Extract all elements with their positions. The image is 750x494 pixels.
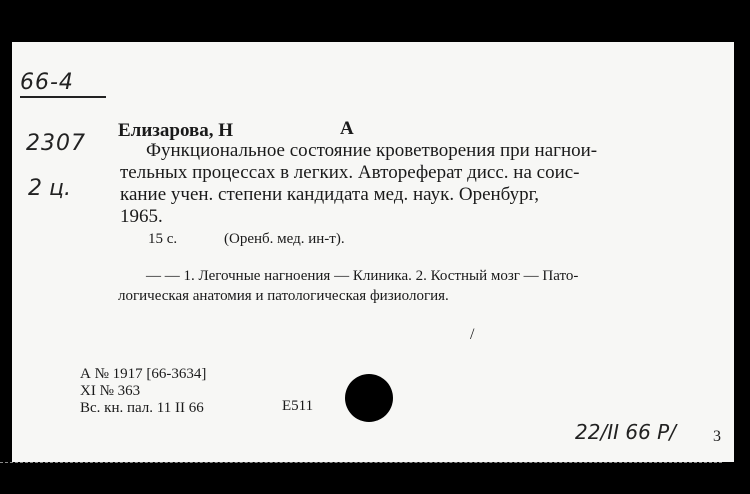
edge-mark: 3 <box>713 428 721 445</box>
stray-mark: / <box>470 326 475 343</box>
title-line-3: кание учен. степени кандидата мед. наук. Оренбург, <box>120 184 540 205</box>
subjects-line-2: логическая анатомия и патологическая физиология. <box>118 288 449 304</box>
author-initial: А <box>340 118 354 139</box>
card-punch-hole <box>345 374 393 422</box>
shelf-mark-top: 66-4 <box>20 70 74 95</box>
print-code: Е511 <box>282 398 314 414</box>
registry-line-2: XI № 363 <box>80 383 141 399</box>
registry-line-1: А № 1917 [66-3634] <box>80 366 207 382</box>
series-note: (Оренб. мед. ин-т). <box>224 231 345 247</box>
margin-note: 2 ц. <box>28 176 71 201</box>
title-line-4: 1965. <box>120 206 163 227</box>
subjects-line-1: — — 1. Легочные нагноения — Клиника. 2. Костный мозг — Пато- <box>146 268 579 284</box>
title-line-1: Функциональное состояние кроветворения при нагнои- <box>146 140 598 161</box>
author-name: Елизарова, Н <box>118 120 234 141</box>
shelf-mark-divider <box>20 96 106 98</box>
title-line-2: тельных процессах в легких. Автореферат дисс. на соис- <box>120 162 580 183</box>
collation: 15 с. <box>148 231 178 247</box>
shelf-mark-bottom: 2307 <box>26 131 86 156</box>
registry-line-3: Вс. кн. пал. 11 II 66 <box>80 400 204 416</box>
handwritten-date: 22/II 66 Р/ <box>575 420 676 444</box>
bottom-dashed-edge <box>0 462 722 463</box>
